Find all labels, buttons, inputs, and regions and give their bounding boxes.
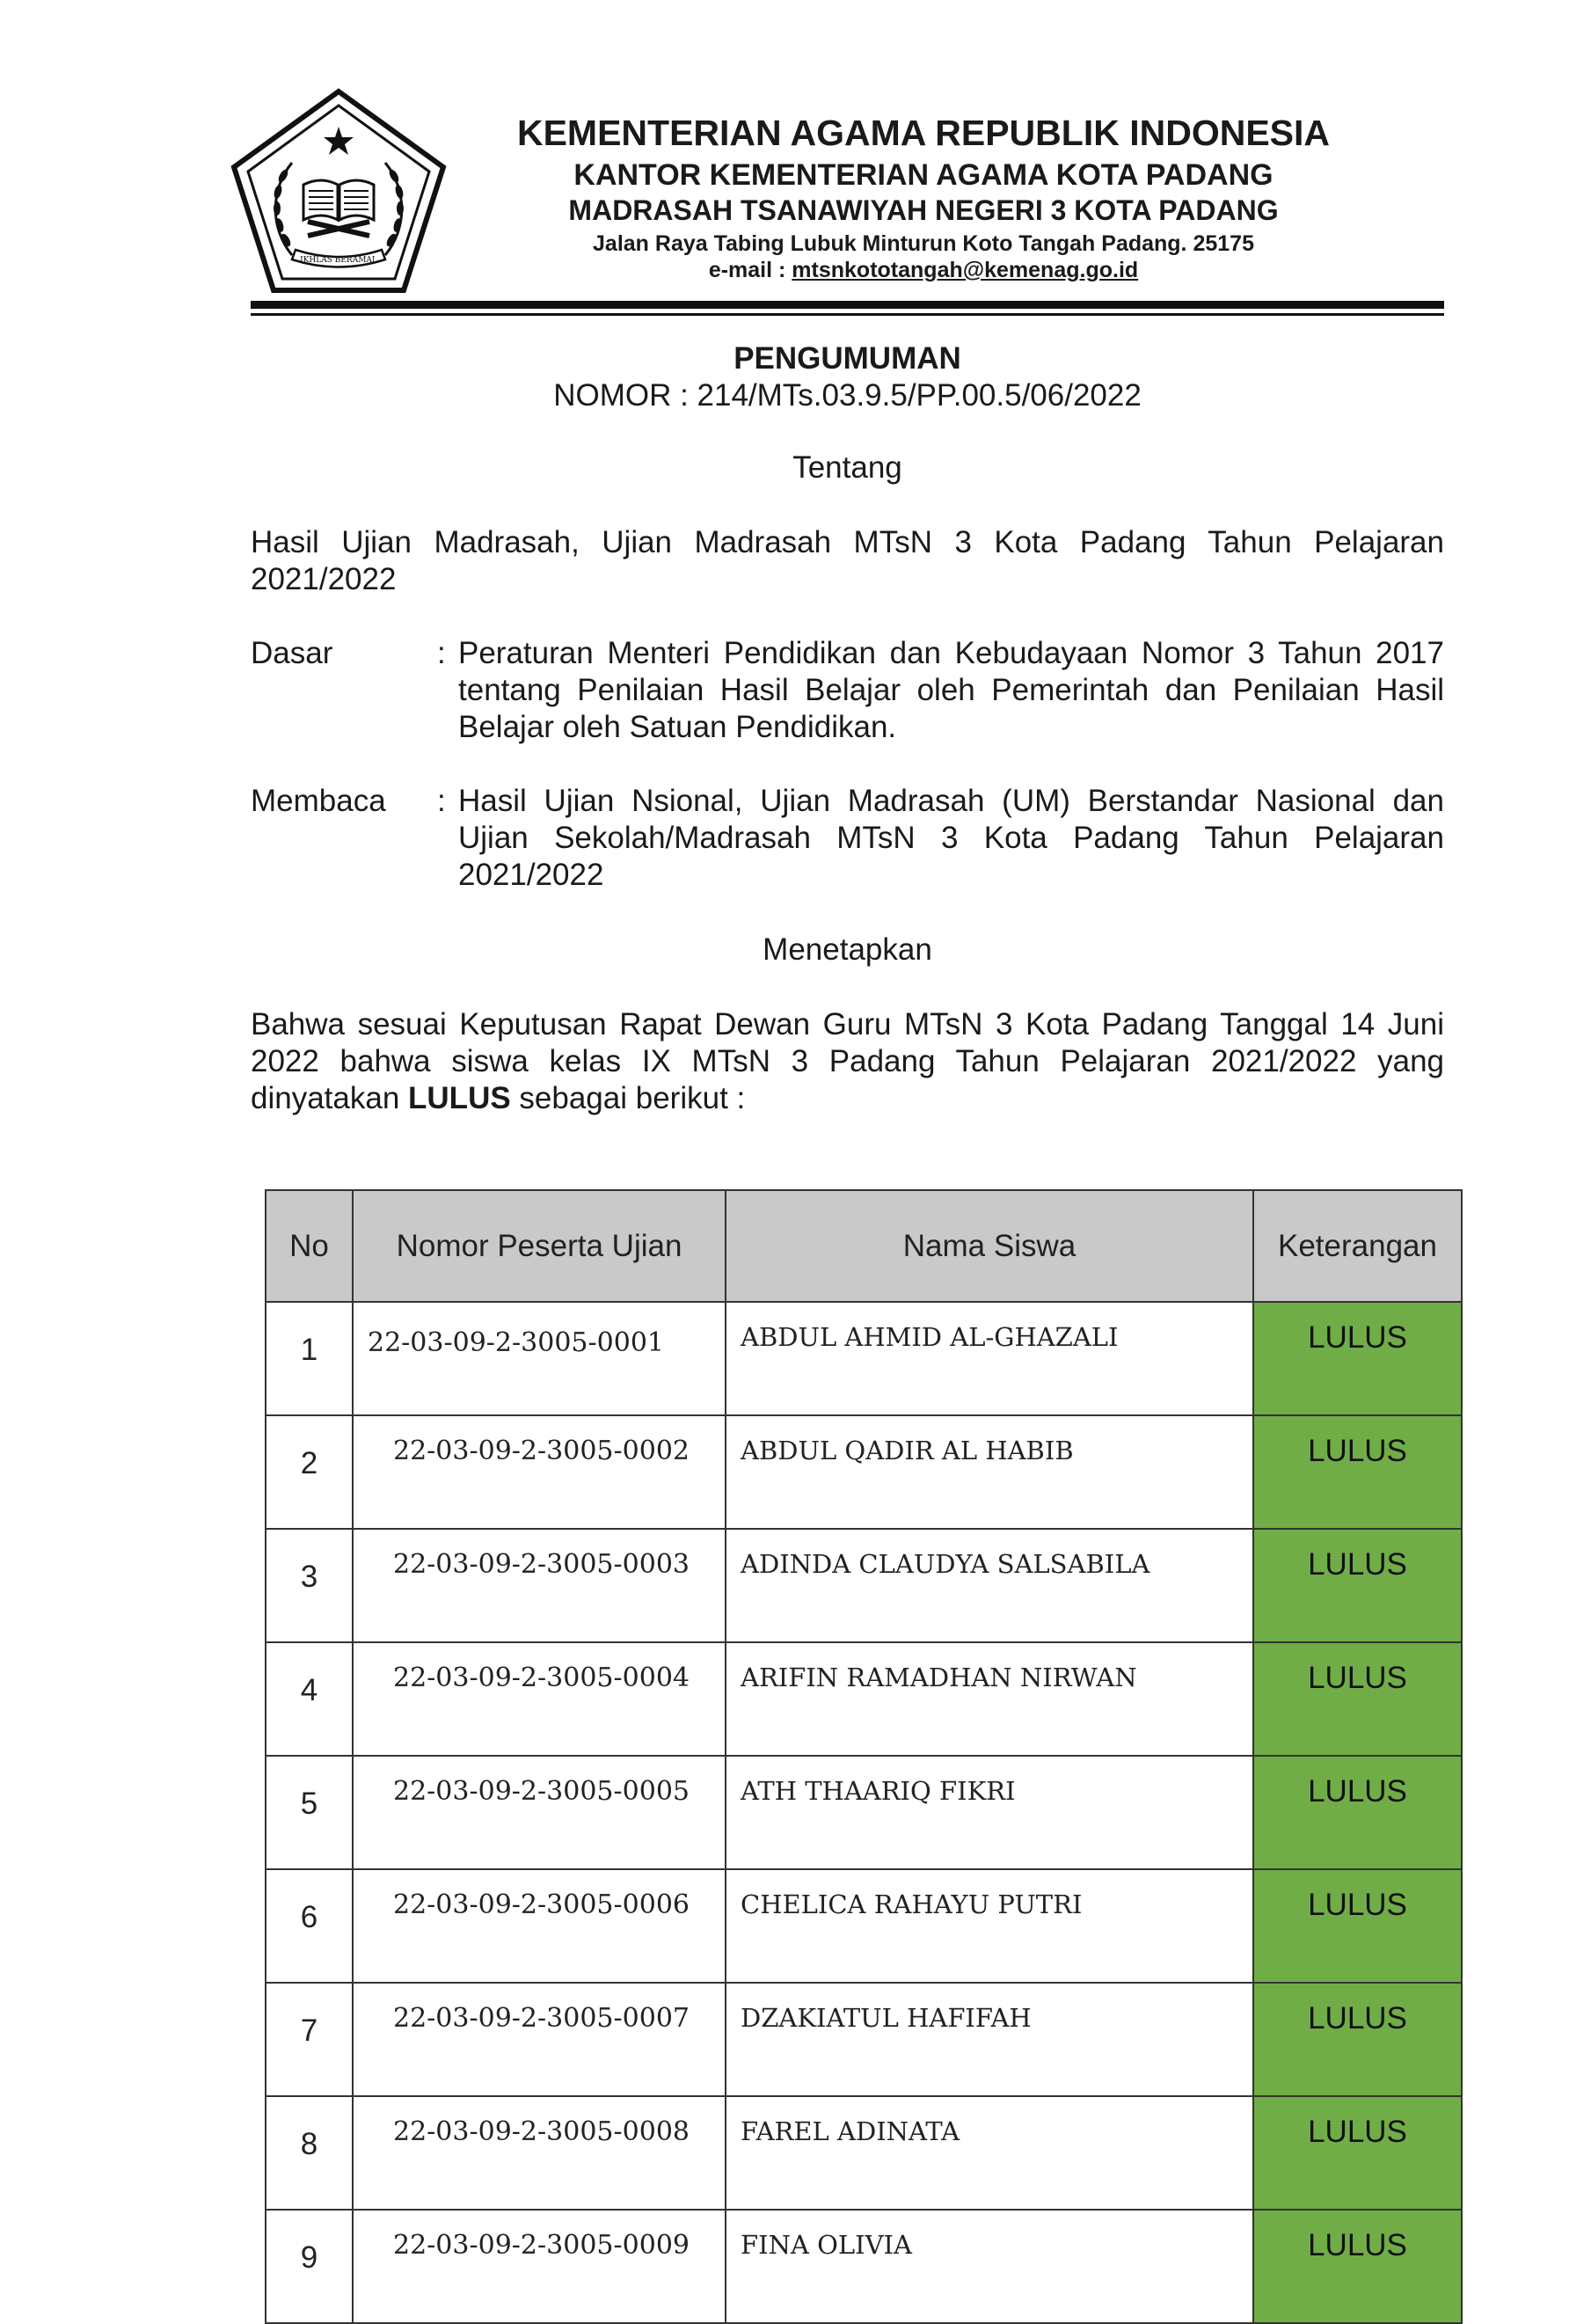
letterhead-address: Jalan Raya Tabing Lubuk Minturun Koto Tangah Padang. 25175 (593, 231, 1254, 256)
header-participant-number: Nomor Peserta Ujian (353, 1190, 726, 1302)
decision-heading: Menetapkan (763, 932, 932, 967)
status-badge: LULUS (1253, 1869, 1462, 1983)
table-row (266, 1415, 1462, 1529)
membaca-colon: : (437, 784, 446, 818)
announcement-subject: Hasil Ujian Madrasah, Ujian Madrasah MTsN 3 Kota Padang Tahun Pelajaran 2021/2022 (251, 525, 1444, 596)
svg-text:IKHLAS BERAMAL: IKHLAS BERAMAL (300, 256, 377, 265)
decision-lulus: LULUS (408, 1081, 511, 1115)
letterhead-ministry: KEMENTERIAN AGAMA REPUBLIK INDONESIA (516, 113, 1331, 153)
participant-number: 22-03-09-2-3005-0009 (353, 2210, 726, 2323)
table-row (266, 1529, 1462, 1642)
table-row (266, 1756, 1462, 1869)
row-number: 8 (266, 2096, 353, 2210)
about-heading: Tentang (792, 450, 902, 485)
row-number: 7 (266, 1983, 353, 2096)
row-number: 9 (266, 2210, 353, 2323)
decision-text-end: sebagai berikut : (510, 1081, 746, 1115)
membaca-label: Membaca (251, 784, 386, 818)
participant-number: 22-03-09-2-3005-0001 (353, 1302, 726, 1415)
student-name: ATH THAARIQ FIKRI (726, 1756, 1253, 1869)
status-badge: LULUS (1253, 1415, 1462, 1529)
status-badge: LULUS (1253, 2210, 1462, 2323)
student-name: FINA OLIVIA (726, 2210, 1253, 2323)
membaca-text: Hasil Ujian Nsional, Ujian Madrasah (UM) Berstandar Nasional dan Ujian Sekolah/Madrasah MTsN 3 Kota Padang Tahun Pelajaran 2021/2022 (458, 784, 1444, 892)
header-no: No (266, 1190, 353, 1302)
student-name: ARIFIN RAMADHAN NIRWAN (726, 1642, 1253, 1756)
student-name: ABDUL AHMID AL-GHAZALI (726, 1302, 1253, 1415)
decision-text: Bahwa sesuai Keputusan Rapat Dewan Guru MTsN 3 Kota Padang Tanggal 14 Juni 2022 bahwa siswa kelas IX MTsN 3 Padang Tahun Pelajaran 2021/2022 yang dinyatakan (251, 1007, 1444, 1115)
dasar-text: Peraturan Menteri Pendidikan dan Kebudayaan Nomor 3 Tahun 2017 tentang Penilaian Hasil Belajar oleh Pemerintah dan Penilaian Hasil Belajar oleh Satuan Pendidikan. (458, 636, 1444, 744)
header-remarks: Keterangan (1253, 1190, 1462, 1302)
email-link[interactable]: mtsnkototangah@kemenag.go.id (792, 258, 1139, 282)
student-name: ADINDA CLAUDYA SALSABILA (726, 1529, 1253, 1642)
table-body (266, 1302, 1462, 2323)
status-badge: LULUS (1253, 1756, 1462, 1869)
status-badge: LULUS (1253, 1642, 1462, 1756)
row-number: 4 (266, 1642, 353, 1756)
table-row (266, 2096, 1462, 2210)
decision-statement (251, 1006, 1444, 1117)
email-label: e-mail : (708, 258, 792, 282)
dasar-colon: : (437, 636, 446, 670)
table-row (266, 1642, 1462, 1756)
letterhead-email-line (457, 258, 1390, 283)
table-row (266, 1302, 1462, 1415)
participant-number: 22-03-09-2-3005-0005 (353, 1756, 726, 1869)
row-number: 1 (266, 1302, 353, 1415)
dasar-label: Dasar (251, 636, 333, 670)
participant-number: 22-03-09-2-3005-0006 (353, 1869, 726, 1983)
kemenag-logo (230, 88, 447, 296)
graduation-table (265, 1189, 1463, 2324)
student-name: CHELICA RAHAYU PUTRI (726, 1869, 1253, 1983)
table-row (266, 1983, 1462, 2096)
table-row (266, 1869, 1462, 1983)
row-number: 2 (266, 1415, 353, 1529)
participant-number: 22-03-09-2-3005-0004 (353, 1642, 726, 1756)
announcement-title: PENGUMUMAN (733, 341, 961, 376)
status-badge: LULUS (1253, 1302, 1462, 1415)
letterhead-rule-thin (251, 313, 1444, 316)
announcement-number: NOMOR : 214/MTs.03.9.5/PP.00.5/06/2022 (553, 378, 1142, 413)
student-name: DZAKIATUL HAFIFAH (726, 1983, 1253, 2096)
letterhead-office: KANTOR KEMENTERIAN AGAMA KOTA PADANG (573, 158, 1274, 192)
row-number: 6 (266, 1869, 353, 1983)
letterhead-school: MADRASAH TSANAWIYAH NEGERI 3 KOTA PADANG (568, 194, 1279, 226)
student-name: FAREL ADINATA (726, 2096, 1253, 2210)
status-badge: LULUS (1253, 1983, 1462, 2096)
participant-number: 22-03-09-2-3005-0002 (353, 1415, 726, 1529)
row-number: 5 (266, 1756, 353, 1869)
student-name: ABDUL QADIR AL HABIB (726, 1415, 1253, 1529)
participant-number: 22-03-09-2-3005-0008 (353, 2096, 726, 2210)
status-badge: LULUS (1253, 2096, 1462, 2210)
table-header-row (266, 1190, 1462, 1302)
row-number: 3 (266, 1529, 353, 1642)
table-row (266, 2210, 1462, 2323)
header-student-name: Nama Siswa (726, 1190, 1253, 1302)
letterhead-rule (251, 301, 1444, 309)
status-badge: LULUS (1253, 1529, 1462, 1642)
participant-number: 22-03-09-2-3005-0007 (353, 1983, 726, 2096)
participant-number: 22-03-09-2-3005-0003 (353, 1529, 726, 1642)
